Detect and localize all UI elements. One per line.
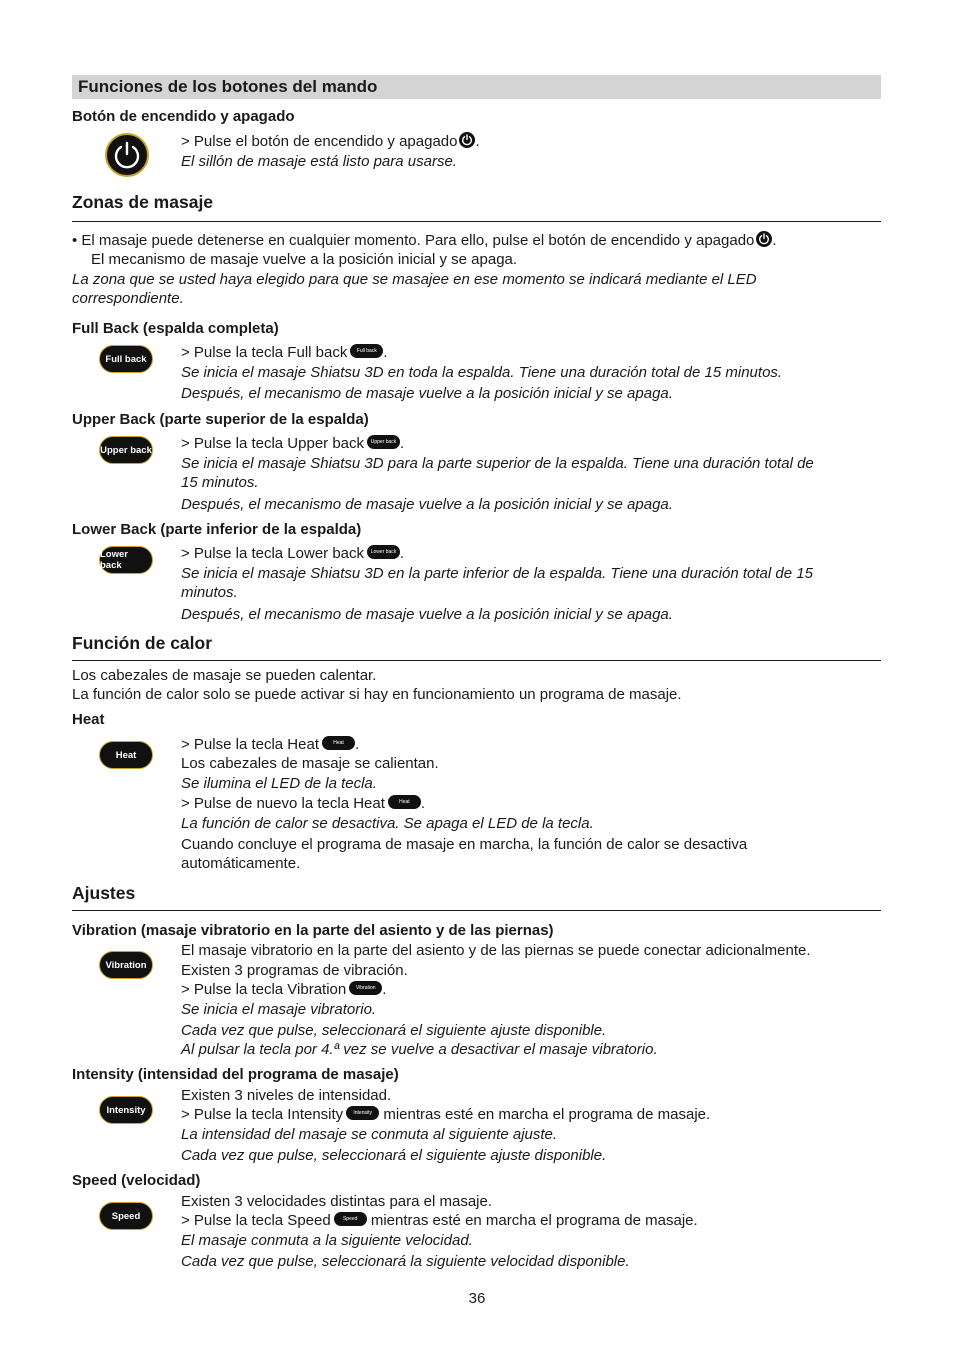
lower-back-line-3: Después, el mecanismo de masaje vuelve a la posición inicial y se apaga. [181,606,673,623]
speed-key: Speed [99,1202,153,1230]
full-back-key: Full back [99,345,153,373]
heat-line-1: Los cabezales de masaje se calientan. [181,755,439,772]
lower-back-line-1: Se inicia el masaje Shiatsu 3D en la parte inferior de la espalda. Tiene una duración total de 15 [181,565,813,582]
vibration-key: Vibration [99,951,153,979]
vibration-mini-key: Vibration [349,981,382,995]
vibration-line-5: Al pulsar la tecla por 4.ª vez se vuelve a desactivar el masaje vibratorio. [181,1041,658,1058]
full-back-step: > Pulse la tecla Full back Full back . [181,344,388,361]
vibration-line-4: Cada vez que pulse, seleccionará el siguiente ajuste disponible. [181,1022,607,1039]
speed-line-1: Existen 3 velocidades distintas para el masaje. [181,1193,493,1210]
zonas-rule [72,221,881,222]
upper-back-line-3: Después, el mecanismo de masaje vuelve a la posición inicial y se apaga. [181,496,673,513]
zonas-note-1: La zona que se usted haya elegido para que se masajee en ese momento se indicará mediante el LED [72,271,757,288]
upper-back-mini-key: Upper back [367,435,400,449]
calor-heading: Función de calor [72,633,213,653]
speed-line-3: Cada vez que pulse, seleccionará la siguiente velocidad disponible. [181,1253,630,1270]
heat-line-4: Cuando concluye el programa de masaje en marcha, la función de calor se desactiva [181,836,748,853]
section-header-bar [72,75,881,99]
power-icon [459,132,475,148]
power-icon [756,231,772,247]
heat-key: Heat [99,741,153,769]
intensity-step: > Pulse la tecla Intensity Intensity mientras esté en marcha el programa de masaje. [181,1106,711,1123]
lower-back-step: > Pulse la tecla Lower back Lower back . [181,545,405,562]
zonas-note-2: correspondiente. [72,290,184,307]
lower-back-key: Lower back [99,546,153,574]
upper-back-heading: Upper Back (parte superior de la espalda) [72,411,369,428]
lower-back-mini-key: Lower back [367,545,400,559]
calor-intro-2: La función de calor solo se puede activar si hay en funcionamiento un programa de masaje. [72,686,682,703]
calor-rule [72,660,881,661]
heat-mini-key: Heat [322,736,355,750]
intensity-heading: Intensity (intensidad del programa de masaje) [72,1066,399,1083]
heat-heading: Heat [72,711,105,728]
vibration-heading: Vibration (masaje vibratorio en la parte del asiento y de las piernas) [72,922,554,939]
heat-step-2: > Pulse de nuevo la tecla Heat Heat . [181,795,426,812]
full-back-line-2: Después, el mecanismo de masaje vuelve a la posición inicial y se apaga. [181,385,673,402]
upper-back-key: Upper back [99,436,153,464]
heat-mini-key: Heat [388,795,421,809]
intensity-line-1: Existen 3 niveles de intensidad. [181,1087,392,1104]
heat-line-3: La función de calor se desactiva. Se apaga el LED de la tecla. [181,815,594,832]
zonas-bullet: • El masaje puede detenerse en cualquier momento. Para ello, pulse el botón de encendido y apagado . [72,232,777,249]
heat-line-2: Se ilumina el LED de la tecla. [181,775,377,792]
vibration-line-3: Se inicia el masaje vibratorio. [181,1001,377,1018]
heat-step-1: > Pulse la tecla Heat Heat . [181,736,360,753]
lower-back-heading: Lower Back (parte inferior de la espalda) [72,521,362,538]
upper-back-line-2: 15 minutos. [181,474,259,491]
heat-line-5: automáticamente. [181,855,301,872]
full-back-mini-key: Full back [350,344,383,358]
lower-back-line-2: minutos. [181,584,238,601]
upper-back-step: > Pulse la tecla Upper back Upper back . [181,435,405,452]
speed-line-2: El masaje conmuta a la siguiente velocidad. [181,1232,473,1249]
intensity-line-3: Cada vez que pulse, seleccionará el siguiente ajuste disponible. [181,1147,607,1164]
vibration-line-1: El masaje vibratorio en la parte del asiento y de las piernas se puede conectar adicionalmente. [181,942,811,959]
full-back-line-1: Se inicia el masaje Shiatsu 3D en toda la espalda. Tiene una duración total de 15 minutos. [181,364,783,381]
power-icon [105,133,149,177]
zonas-bullet-line-2: El mecanismo de masaje vuelve a la posición inicial y se apaga. [91,251,518,268]
speed-heading: Speed (velocidad) [72,1172,201,1189]
full-back-heading: Full Back (espalda completa) [72,320,279,337]
page-number: 36 [468,1290,486,1307]
vibration-step: > Pulse la tecla Vibration Vibration . [181,981,387,998]
intensity-line-2: La intensidad del masaje se conmuta al siguiente ajuste. [181,1126,558,1143]
intensity-key: Intensity [99,1096,153,1124]
vibration-line-2: Existen 3 programas de vibración. [181,962,408,979]
speed-mini-key: Speed [334,1212,367,1226]
zonas-heading: Zonas de masaje [72,192,214,212]
intensity-mini-key: Intensity [346,1106,379,1120]
power-note: El sillón de masaje está listo para usarse. [181,153,457,170]
ajustes-heading: Ajustes [72,883,136,903]
ajustes-rule [72,910,881,911]
section-header-title: Funciones de los botones del mando [78,77,378,96]
power-heading: Botón de encendido y apagado [72,108,295,125]
power-step: > Pulse el botón de encendido y apagado . [181,133,480,150]
speed-step: > Pulse la tecla Speed Speed mientras esté en marcha el programa de masaje. [181,1212,698,1229]
upper-back-line-1: Se inicia el masaje Shiatsu 3D para la parte superior de la espalda. Tiene una duración total de [181,455,814,472]
calor-intro-1: Los cabezales de masaje se pueden calentar. [72,667,377,684]
